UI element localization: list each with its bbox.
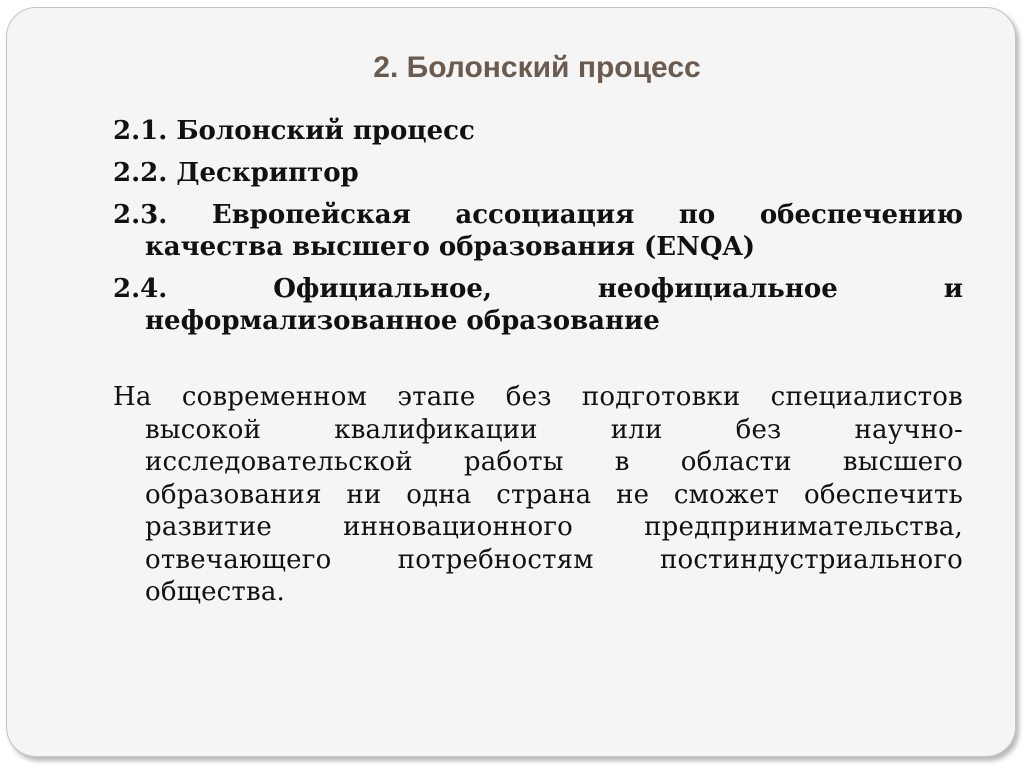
list-item-2-4: 2.4. Официальное, неофициальное и неформализованное образование — [113, 274, 963, 336]
list-item-2-2: 2.2. Дескриптор — [113, 158, 359, 188]
slide-title: 2. Болонский процесс — [373, 51, 701, 84]
slide-content — [113, 115, 963, 635]
list-item-2-3: 2.3. Европейская ассоциация по обеспечению качества высшего образования (ENQA) — [113, 200, 963, 262]
body-paragraph: На современном этапе без подготовки специалистов высокой квалификации или без научно-исследовательской работы в области высшего образования ни одна страна не сможет обеспечить развитие инновационного предпринимательства, отвечающего потребностям постиндустриального общества. — [113, 382, 963, 607]
list-item-2-1: 2.1. Болонский процесс — [113, 116, 475, 146]
